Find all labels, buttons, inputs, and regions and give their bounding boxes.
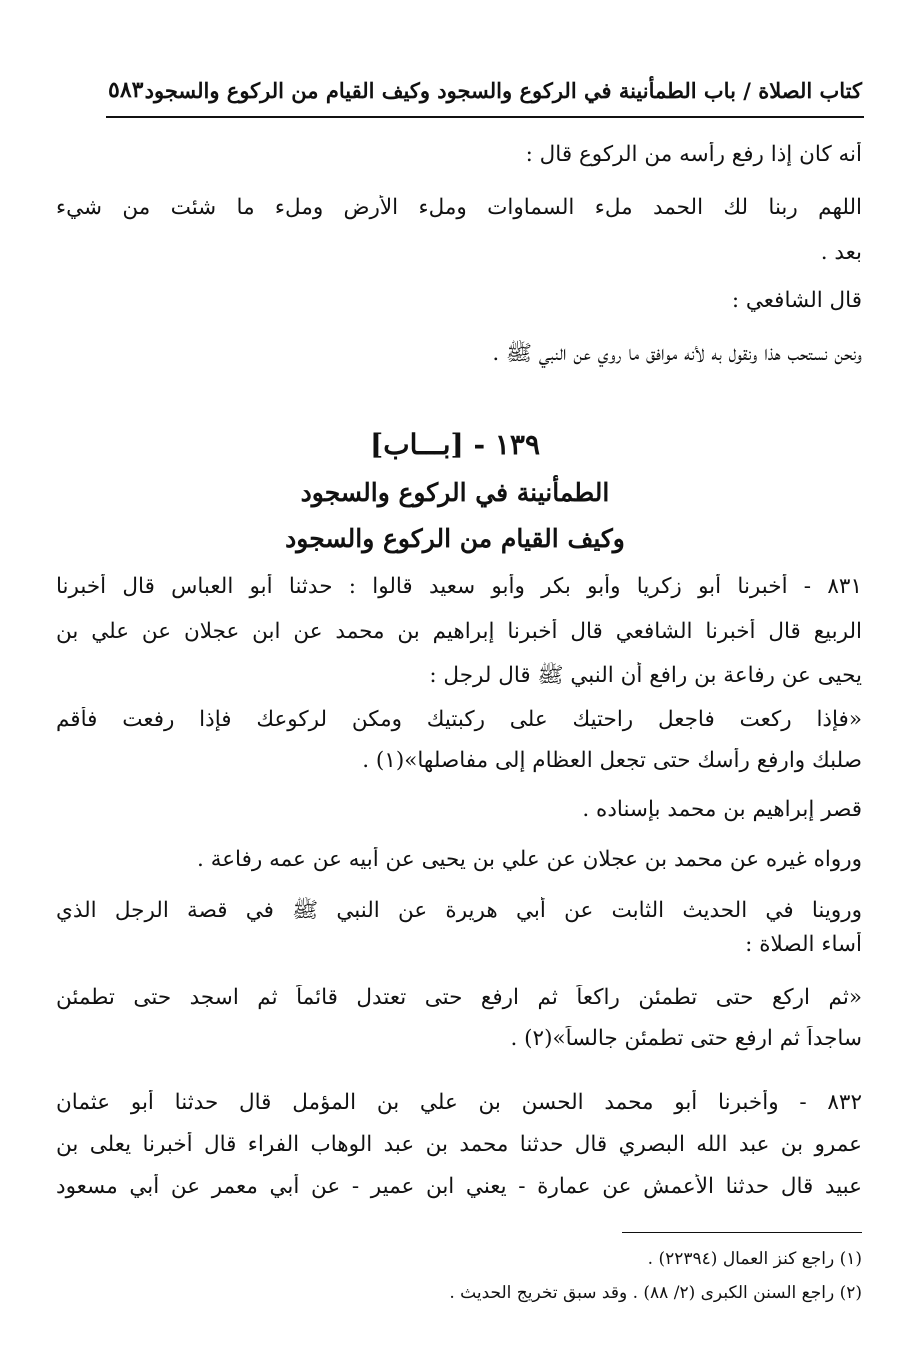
hadith-quote-line: «ثم اركع حتى تطمئن راكعاً ثم ارفع حتى تعتدل قائماً ثم اسجد حتى تطمئن [56,985,862,1010]
text-line: ٨٣١ - أخبرنا أبو زكريا وأبو بكر وأبو سعيد قالوا : حدثنا أبو العباس قال أخبرنا [56,574,862,599]
text-line: قال الشافعي : [731,288,862,313]
text-line: أنه كان إذا رفع رأسه من الركوع قال : [525,142,862,167]
text-line: قصر إبراهيم بن محمد بإسناده . [582,797,862,822]
chapter-title-line-2: وكيف القيام من الركوع والسجود [285,524,625,553]
text-line: ونحن نستحب هذا ونقول به لأنه موافق ما روي عن النبي ﷺ . [492,341,862,366]
text-line: ورواه غيره عن محمد بن عجلان عن علي بن يحيى عن أبيه عن عمه رفاعة . [197,847,862,872]
header-divider [106,116,864,118]
text-line: يحيى عن رفاعة بن رافع أن النبي ﷺ قال لرجل : [429,663,862,688]
text-line: عمرو بن عبد الله البصري قال حدثنا محمد بن عبد الوهاب الفراء قال أخبرنا يعلى بن [56,1132,862,1157]
running-header-title: كتاب الصلاة / باب الطمأنينة في الركوع والسجود وكيف القيام من الركوع والسجود [144,77,862,103]
text-line: اللهم ربنا لك الحمد ملء السماوات وملء الأرض وملء ما شئت من شيء [56,195,862,220]
chapter-title-line-1: الطمأنينة في الركوع والسجود [300,478,610,507]
text-line: عبيد قال حدثنا الأعمش عن عمارة - يعني ابن عمير - عن أبي معمر عن أبي مسعود [56,1174,862,1199]
text-line: ٨٣٢ - وأخبرنا أبو محمد الحسن بن علي بن المؤمل قال حدثنا أبو عثمان [56,1090,862,1115]
footnote-divider [622,1232,862,1233]
page-number: ٥٨٣ [108,77,144,103]
footnote-2: (٢) راجع السنن الكبرى (٢/ ٨٨) . وقد سبق تخريج الحديث . [449,1283,862,1303]
text-line: بعد . [820,240,862,265]
text-line: أساء الصلاة : [745,932,862,957]
hadith-quote-line: صلبك وارفع رأسك حتى تجعل العظام إلى مفاصلها»(١) . [362,748,862,773]
hadith-quote-line: ساجداً ثم ارفع حتى تطمئن جالساً»(٢) . [510,1026,862,1051]
running-header [108,70,862,110]
footnote-1: (١) راجع كنز العمال (٢٢٣٩٤) . [647,1249,862,1269]
chapter-number: ١٣٩ - [بـــاب] [369,428,541,461]
hadith-quote-line: «فإذا ركعت فاجعل راحتيك على ركبتيك ومكن لركوعك فإذا رفعت فأقم [56,707,862,732]
text-line: الربيع قال أخبرنا الشافعي قال أخبرنا إبراهيم بن محمد عن ابن عجلان عن علي بن [56,619,862,644]
text-line: وروينا في الحديث الثابت عن أبي هريرة عن النبي ﷺ في قصة الرجل الذي [56,898,862,923]
